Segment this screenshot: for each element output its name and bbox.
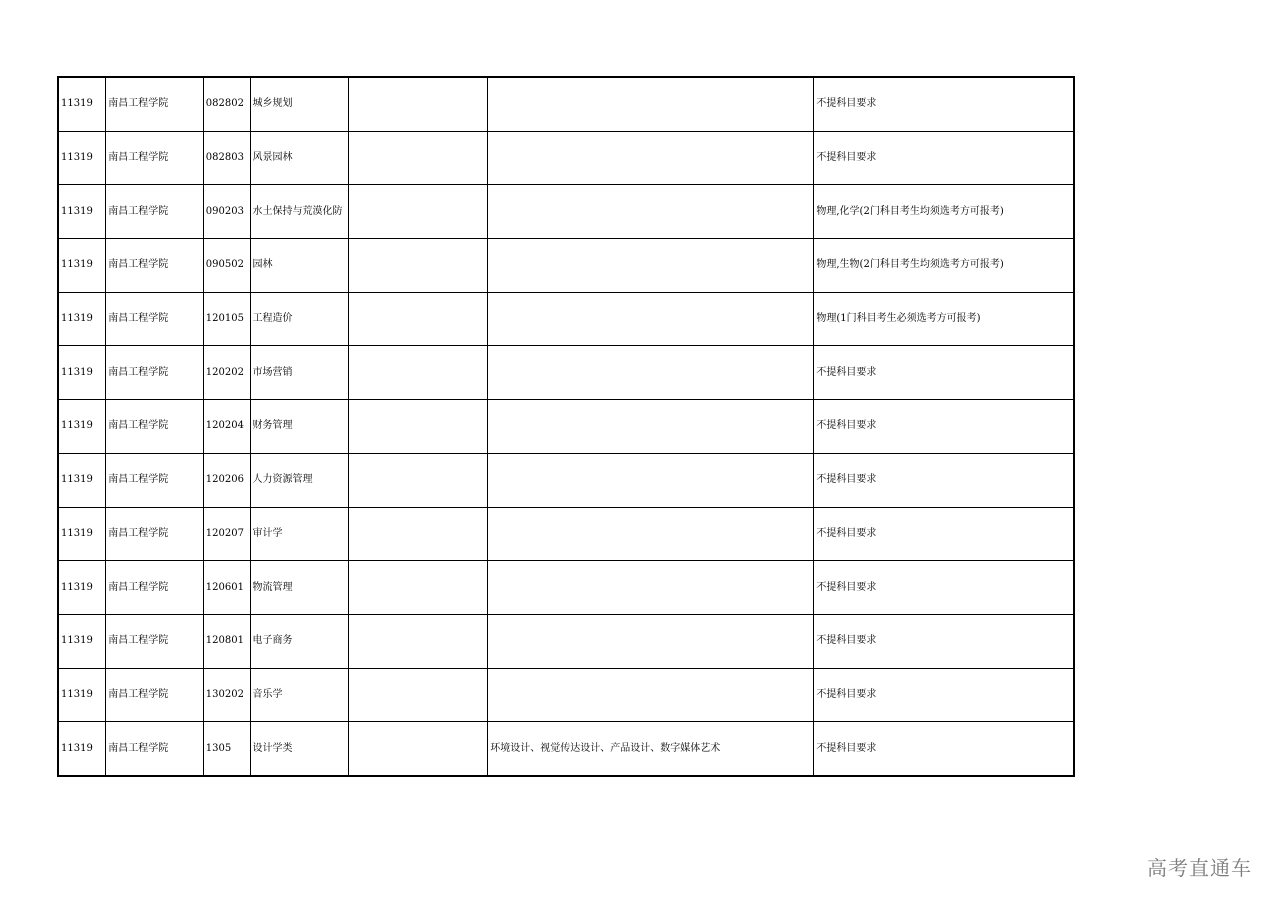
major-code-cell: 120204: [203, 400, 250, 454]
blank-cell: [349, 346, 488, 400]
included-majors-cell: [488, 507, 814, 561]
subject-requirement-cell: 不提科目要求: [814, 131, 1074, 185]
school-name-cell: 南昌工程学院: [106, 346, 204, 400]
blank-cell: [349, 507, 488, 561]
included-majors-cell: [488, 239, 814, 293]
included-majors-cell: [488, 614, 814, 668]
school-name-cell: 南昌工程学院: [106, 668, 204, 722]
major-code-cell: 120601: [203, 561, 250, 615]
major-code-cell: 082803: [203, 131, 250, 185]
subject-requirement-cell: 不提科目要求: [814, 668, 1074, 722]
school-name-cell: 南昌工程学院: [106, 722, 204, 776]
subject-requirement-cell: 物理,生物(2门科目考生均须选考方可报考): [814, 239, 1074, 293]
included-majors-cell: [488, 292, 814, 346]
blank-cell: [349, 561, 488, 615]
table-row: [58, 561, 1074, 615]
school-name-cell: 南昌工程学院: [106, 239, 204, 293]
school-name-cell: 南昌工程学院: [106, 400, 204, 454]
subject-requirement-cell: 不提科目要求: [814, 453, 1074, 507]
school-code-cell: 11319: [58, 77, 106, 131]
included-majors-cell: 环境设计、视觉传达设计、产品设计、数字媒体艺术: [488, 722, 814, 776]
major-name-cell: 财务管理: [250, 400, 349, 454]
table-row: [58, 507, 1074, 561]
school-name-cell: 南昌工程学院: [106, 561, 204, 615]
subject-requirement-cell: 不提科目要求: [814, 561, 1074, 615]
major-code-cell: 120105: [203, 292, 250, 346]
school-name-cell: 南昌工程学院: [106, 292, 204, 346]
table-row: [58, 668, 1074, 722]
blank-cell: [349, 722, 488, 776]
blank-cell: [349, 668, 488, 722]
blank-cell: [349, 453, 488, 507]
included-majors-cell: [488, 400, 814, 454]
major-name-cell: 电子商务: [250, 614, 349, 668]
blank-cell: [349, 614, 488, 668]
subject-requirement-cell: 不提科目要求: [814, 346, 1074, 400]
major-name-cell: 水土保持与荒漠化防: [250, 185, 349, 239]
blank-cell: [349, 185, 488, 239]
school-code-cell: 11319: [58, 346, 106, 400]
major-code-cell: 120202: [203, 346, 250, 400]
school-code-cell: 11319: [58, 668, 106, 722]
subject-requirement-cell: 物理,化学(2门科目考生均须选考方可报考): [814, 185, 1074, 239]
blank-cell: [349, 131, 488, 185]
school-code-cell: 11319: [58, 400, 106, 454]
major-name-cell: 工程造价: [250, 292, 349, 346]
subject-requirement-cell: 不提科目要求: [814, 614, 1074, 668]
requirements-table: [57, 76, 1075, 777]
school-name-cell: 南昌工程学院: [106, 185, 204, 239]
included-majors-cell: [488, 668, 814, 722]
school-code-cell: 11319: [58, 453, 106, 507]
subject-requirement-cell: 不提科目要求: [814, 507, 1074, 561]
school-name-cell: 南昌工程学院: [106, 614, 204, 668]
included-majors-cell: [488, 346, 814, 400]
table-row: [58, 292, 1074, 346]
included-majors-cell: [488, 453, 814, 507]
blank-cell: [349, 239, 488, 293]
major-code-cell: 082802: [203, 77, 250, 131]
table-row: [58, 346, 1074, 400]
school-code-cell: 11319: [58, 507, 106, 561]
school-code-cell: 11319: [58, 131, 106, 185]
table-row: [58, 77, 1074, 131]
major-code-cell: 1305: [203, 722, 250, 776]
school-code-cell: 11319: [58, 614, 106, 668]
blank-cell: [349, 400, 488, 454]
included-majors-cell: [488, 77, 814, 131]
major-code-cell: 120207: [203, 507, 250, 561]
school-code-cell: 11319: [58, 292, 106, 346]
blank-cell: [349, 292, 488, 346]
major-name-cell: 园林: [250, 239, 349, 293]
included-majors-cell: [488, 131, 814, 185]
included-majors-cell: [488, 185, 814, 239]
school-name-cell: 南昌工程学院: [106, 453, 204, 507]
major-code-cell: 130202: [203, 668, 250, 722]
major-name-cell: 设计学类: [250, 722, 349, 776]
school-code-cell: 11319: [58, 239, 106, 293]
table-row: [58, 239, 1074, 293]
subject-requirement-cell: 不提科目要求: [814, 722, 1074, 776]
major-name-cell: 物流管理: [250, 561, 349, 615]
table-row: [58, 131, 1074, 185]
school-code-cell: 11319: [58, 185, 106, 239]
subject-requirement-cell: 不提科目要求: [814, 400, 1074, 454]
major-name-cell: 审计学: [250, 507, 349, 561]
included-majors-cell: [488, 561, 814, 615]
school-name-cell: 南昌工程学院: [106, 131, 204, 185]
major-code-cell: 120206: [203, 453, 250, 507]
school-name-cell: 南昌工程学院: [106, 77, 204, 131]
table-row: [58, 453, 1074, 507]
watermark-text: 高考直通车: [1147, 856, 1252, 880]
major-code-cell: 120801: [203, 614, 250, 668]
table-row: [58, 400, 1074, 454]
table-row: [58, 722, 1074, 776]
subject-requirement-cell: 不提科目要求: [814, 77, 1074, 131]
major-name-cell: 城乡规划: [250, 77, 349, 131]
table-body: [58, 77, 1074, 776]
major-name-cell: 人力资源管理: [250, 453, 349, 507]
blank-cell: [349, 77, 488, 131]
major-name-cell: 音乐学: [250, 668, 349, 722]
school-name-cell: 南昌工程学院: [106, 507, 204, 561]
major-code-cell: 090203: [203, 185, 250, 239]
table-row: [58, 185, 1074, 239]
subject-requirement-cell: 物理(1门科目考生必须选考方可报考): [814, 292, 1074, 346]
school-code-cell: 11319: [58, 561, 106, 615]
school-code-cell: 11319: [58, 722, 106, 776]
table-row: [58, 614, 1074, 668]
major-name-cell: 市场营销: [250, 346, 349, 400]
major-code-cell: 090502: [203, 239, 250, 293]
major-name-cell: 风景园林: [250, 131, 349, 185]
